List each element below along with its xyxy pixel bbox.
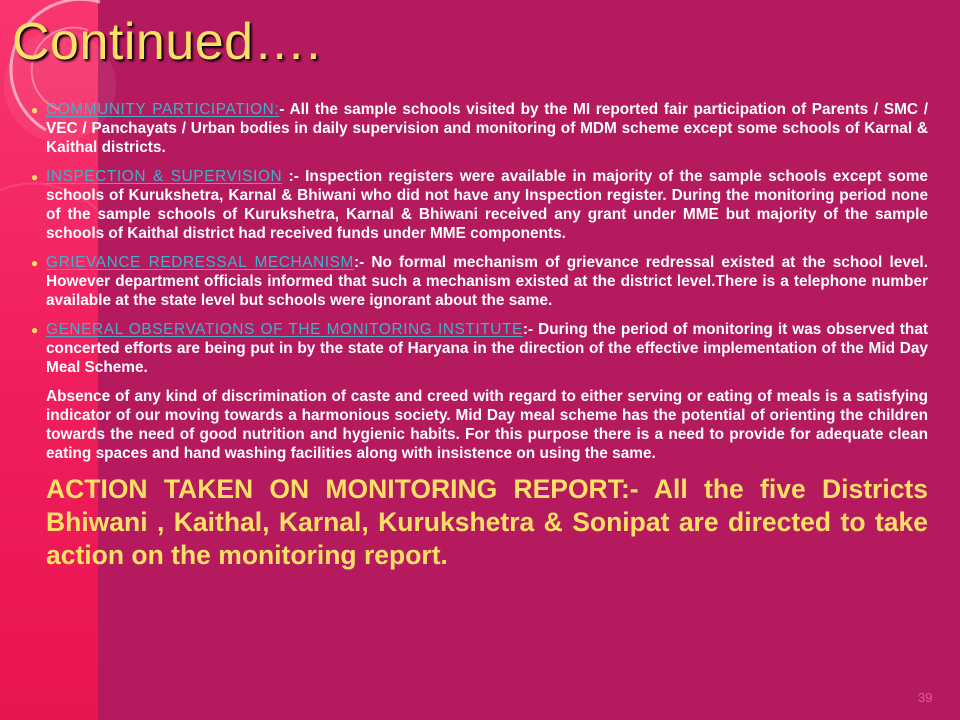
bullet-text: :- Inspection registers were available in majority of the sample schools except some schools of Kurukshetra, Karnal & Bhiwani who did not have any Inspection register. During the monitoring period none of the sample schools of Kurukshetra, Karnal & Bhiwani received any grant under MME but majority of the sample schools of Kaithal district had received funds under MME components. [46, 168, 928, 242]
bullet-dot-icon: ● [31, 103, 39, 117]
heading-link[interactable]: GENERAL OBSERVATIONS OF THE MONITORING INSTITUTE [46, 321, 523, 338]
slide-content [31, 100, 929, 572]
heading-link[interactable]: COMMUNITY PARTICIPATION: [46, 101, 280, 118]
bullet-dot-icon: ● [31, 323, 39, 337]
bullet-text: :- During the period of monitoring it was observed that concerted efforts are being put in by the state of Haryana in the direction of the effective implementation of the Mid Day Meal Scheme. [46, 321, 929, 376]
action-taken-statement: ACTION TAKEN ON MONITORING REPORT:- All the five Districts Bhiwani , Kaithal, Karnal, Kurukshetra & Sonipat are directed to take action on the monitoring report. [46, 474, 928, 570]
bullet-item-inspection-supervision [31, 167, 928, 243]
bullet-text: - All the sample schools visited by the MI reported fair participation of Parents / SMC / VEC / Panchayats / Urban bodies in daily supervision and monitoring of MDM scheme except some schools of Karnal & Kaithal districts. [46, 101, 928, 156]
heading-link[interactable]: GRIEVANCE REDRESSAL MECHANISM [46, 254, 354, 271]
bullet-dot-icon: ● [31, 256, 39, 270]
bullet-dot-icon: ● [31, 170, 39, 184]
heading-link[interactable]: INSPECTION & SUPERVISION [46, 168, 283, 185]
observation-paragraph: Absence of any kind of discrimination of caste and creed with regard to either serving or eating of meals is a satisfying indicator of our moving towards a harmonious society. Mid Day meal scheme has the potential of orienting the children towards the need of good nutrition and hygienic habits. For this purpose there is a need to provide for adequate clean eating spaces and hand washing facilities along with insistence on using the same. [46, 388, 928, 462]
bullet-item-grievance-redressal [31, 253, 928, 310]
slide-title: Continued…. [12, 13, 322, 71]
bullet-item-community-participation [31, 100, 928, 157]
bullet-text: :- No formal mechanism of grievance redressal existed at the school level. However department officials informed that such a mechanism existed at the district level.There is a telephone number available at the state level but schools were ignorant about the same. [46, 254, 928, 309]
slide-number: 39 [918, 690, 933, 705]
bullet-item-general-observations [31, 320, 929, 377]
